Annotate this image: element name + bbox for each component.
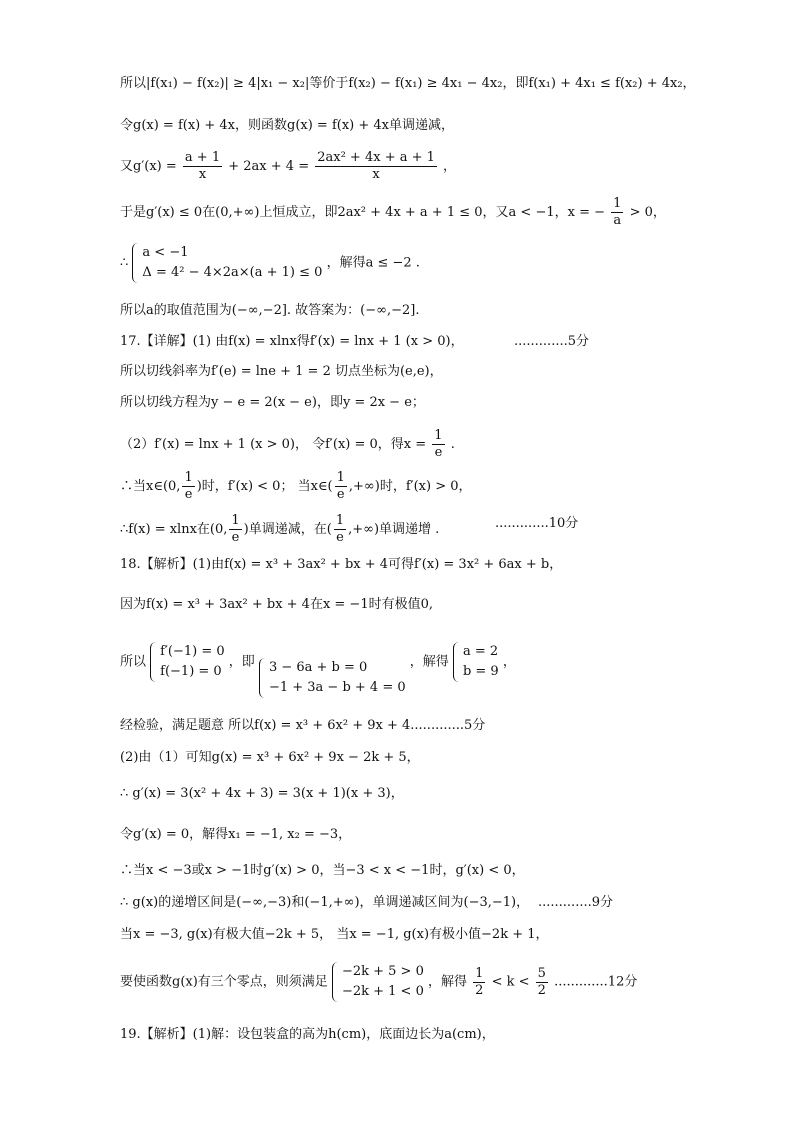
line-monotonic — [120, 513, 439, 546]
text: ,+∞)单调递增 . — [348, 522, 440, 537]
fraction — [432, 428, 444, 461]
line-equivalence: 所以|f(x₁) − f(x₂)| ≥ 4|x₁ − x₂|等价于f(x₂) − f(x₁) ≥ 4x₁ − 4x₂，即f(x₁) + 4x₁ ≤ f(x₂) + 4x₂， — [120, 76, 696, 91]
fraction — [183, 150, 222, 183]
line-q18-part1: 18.【解析】(1)由f(x) = x³ + 3ax² + bx + 4可得f′(x) = 3x² + 6ax + b， — [120, 557, 563, 572]
system-row: 3 − 6a + b = 0 — [268, 660, 368, 675]
text: ， — [443, 159, 457, 174]
line-system-ab — [120, 642, 516, 695]
text: .............12分 — [554, 974, 638, 990]
system-row: −2k + 1 < 0 — [341, 984, 424, 999]
line-sign-analysis — [120, 470, 472, 503]
fraction — [536, 966, 548, 999]
text: ∴f(x) = xlnx在(0, — [120, 522, 228, 537]
text: ∴ — [120, 255, 129, 271]
numerator: 1 — [434, 428, 443, 443]
text: ,+∞)时，f′(x) > 0， — [348, 479, 472, 494]
denominator: x — [198, 167, 207, 182]
fraction — [334, 513, 346, 546]
text: )时，f′(x) < 0； 当x∈( — [196, 479, 333, 494]
line-derivative-g — [120, 150, 456, 183]
line-g-derivative: ∴ g′(x) = 3(x² + 4x + 3) = 3(x + 1)(x + 3)， — [120, 786, 404, 801]
line-roots: 令g′(x) = 0，解得x₁ = −1, x₂ = −3， — [120, 827, 352, 842]
line-q18-part2: (2)由（1）可知g(x) = x³ + 6x² + 9x − 2k + 5， — [120, 750, 420, 765]
numerator: 1 — [613, 196, 622, 211]
denominator: x — [372, 167, 380, 182]
line-q17-part2 — [120, 428, 455, 461]
line-sign-g: ∴当x < −3或x > −1时g′(x) > 0，当−3 < x < −1时，g′(x) < 0， — [120, 863, 525, 878]
denominator: e — [336, 487, 345, 502]
system-row: f(−1) = 0 — [160, 664, 222, 679]
numerator: 1 — [231, 513, 240, 528]
line-three-zeros — [120, 962, 637, 1002]
brace-system — [259, 658, 406, 698]
denominator: e — [336, 530, 344, 545]
text: 所以 — [120, 654, 147, 670]
text: + 2ax + 4 = — [228, 159, 310, 174]
text: )单调递减，在( — [243, 522, 332, 537]
fraction — [473, 966, 485, 999]
text: ， — [502, 654, 516, 670]
line-system-a — [120, 243, 420, 283]
brace-system — [453, 642, 499, 682]
system-row: f′(−1) = 0 — [160, 644, 225, 659]
text: . — [450, 437, 455, 452]
text: ，即 — [228, 654, 255, 670]
score-marker: .............5分 — [514, 334, 589, 349]
numerator: 1 — [475, 965, 484, 981]
score-marker: .............10分 — [495, 516, 579, 531]
denominator: e — [434, 445, 443, 460]
numerator: 1 — [336, 470, 345, 485]
text: < k < — [491, 974, 530, 990]
fraction — [315, 150, 437, 183]
line-q17-part1: 17.【详解】(1) 由f(x) = xlnx得f′(x) = lnx + 1 (x > 0)， — [120, 334, 464, 349]
text: ，解得 — [409, 654, 449, 670]
denominator: e — [231, 530, 240, 545]
score-marker: .............9分 — [538, 895, 613, 910]
text: 于是g′(x) ≤ 0在(0,+∞)上恒成立，即2ax² + 4x + a + 1 ≤ 0，又a < −1，x = − — [120, 205, 605, 220]
system-row: b = 9 — [462, 664, 499, 679]
line-verify: 经检验，满足题意 所以f(x) = x³ + 6x² + 9x + 4.............5分 — [120, 718, 486, 733]
system-row: a < −1 — [142, 245, 189, 260]
denominator: 2 — [537, 982, 546, 998]
line-slope: 所以切线斜率为f′(e) = lne + 1 = 2 切点坐标为(e,e)， — [120, 364, 443, 379]
line-intervals: ∴ g(x)的递增区间是(−∞,−3)和(−1,+∞)，单调递减区间为(−3,−1)， — [120, 895, 530, 910]
numerator: 1 — [335, 513, 345, 528]
numerator: 1 — [184, 470, 193, 485]
denominator: e — [184, 487, 193, 502]
fraction — [335, 470, 347, 503]
brace-system — [150, 642, 225, 682]
line-q19-start: 19.【解析】(1)解：设包装盒的高为h(cm)，底面边长为a(cm)， — [120, 1027, 495, 1042]
line-constraint — [120, 196, 666, 229]
brace-system — [132, 243, 322, 283]
fraction — [611, 196, 623, 229]
system-row: −2k + 5 > 0 — [341, 964, 424, 979]
text: > 0， — [629, 205, 666, 220]
fraction — [182, 470, 194, 503]
line-range-a: 所以a的取值范围为(−∞,−2]. 故答案为：(−∞,−2]. — [120, 303, 420, 318]
text: ，解得a ≤ −2 . — [326, 255, 420, 271]
numerator: 5 — [537, 965, 546, 981]
text: ，解得 — [428, 974, 468, 990]
line-extrema: 当x = −3, g(x)有极大值−2k + 5， 当x = −1, g(x)有极小值−2k + 1， — [120, 927, 549, 942]
numerator: 2ax² + 4x + a + 1 — [317, 150, 435, 165]
system-row: −1 + 3a − b + 4 = 0 — [268, 680, 406, 695]
text: （2）f′(x) = lnx + 1 (x > 0)， 令f′(x) = 0，得x = — [120, 437, 427, 452]
numerator: a + 1 — [184, 150, 221, 165]
line-extreme-value: 因为f(x) = x³ + 3ax² + bx + 4在x = −1时有极值0, — [120, 597, 434, 612]
denominator: a — [613, 213, 622, 228]
system-row: a = 2 — [462, 644, 499, 659]
line-tangent: 所以切线方程为y − e = 2(x − e)，即y = 2x − e； — [120, 395, 425, 410]
brace-system — [332, 962, 424, 1002]
denominator: 2 — [475, 982, 484, 998]
text: 要使函数g(x)有三个零点，则须满足 — [120, 974, 328, 990]
line-define-g: 令g(x) = f(x) + 4x，则函数g(x) = f(x) + 4x单调递减， — [120, 118, 455, 133]
text: ∴当x∈(0, — [120, 479, 181, 494]
system-row: Δ = 4² − 4×2a×(a + 1) ≤ 0 — [142, 265, 323, 280]
fraction — [229, 513, 241, 546]
text: 又g′(x) = — [120, 159, 177, 174]
